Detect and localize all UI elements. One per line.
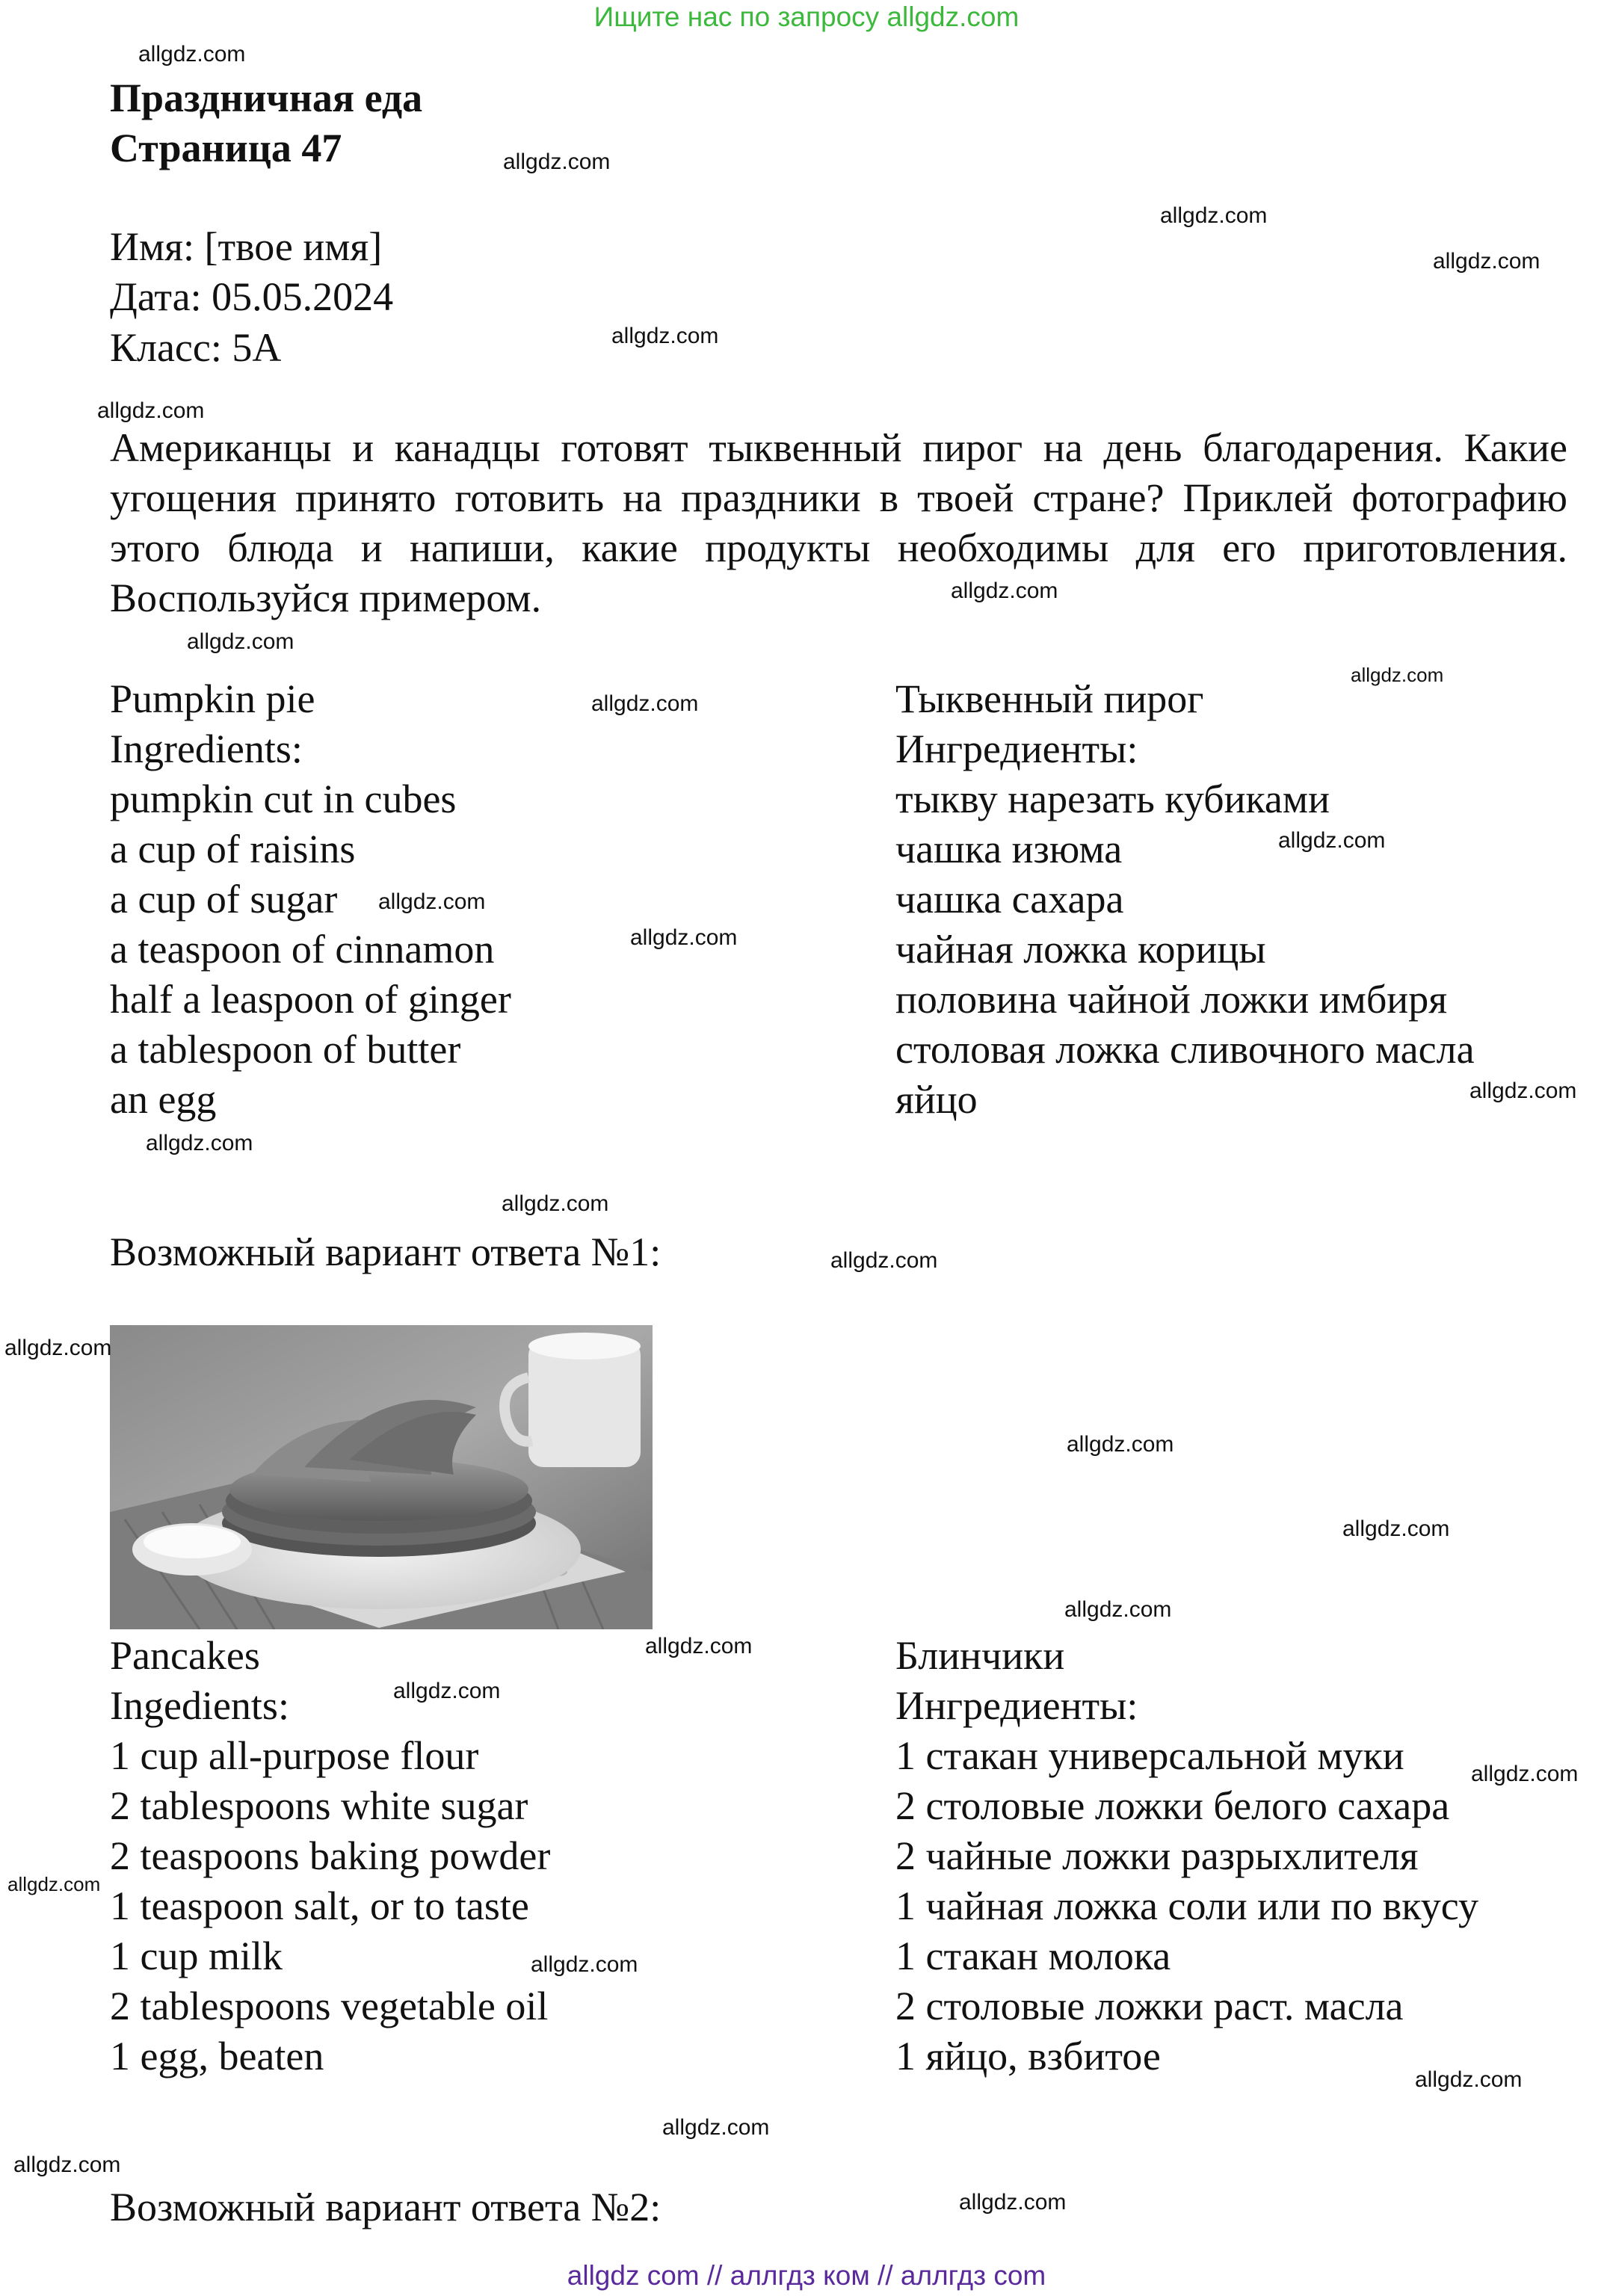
answer1-en-title: Pancakes — [110, 1633, 260, 1678]
student-date: Дата: 05.05.2024 — [110, 274, 394, 319]
watermark: allgdz.com — [187, 629, 294, 654]
watermark: allgdz.com — [531, 1952, 638, 1977]
list-item: 2 столовые ложки раст. масла — [895, 1984, 1404, 2028]
watermark: allgdz.com — [1415, 2067, 1523, 2092]
page-title: Праздничная еда — [110, 75, 423, 120]
watermark: allgdz.com — [7, 1873, 101, 1895]
watermark: allgdz.com — [378, 889, 486, 914]
list-item: a teaspoon of cinnamon — [110, 927, 495, 972]
watermark: allgdz.com — [502, 1191, 609, 1216]
answer2-heading: Возможный вариант ответа №2: — [110, 2185, 661, 2229]
answer1-heading: Возможный вариант ответа №1: — [110, 1229, 661, 1274]
list-item: 1 cup milk — [110, 1934, 283, 1978]
list-item: pumpkin cut in cubes — [110, 777, 457, 821]
watermark: allgdz.com — [630, 925, 738, 950]
watermark: allgdz.com — [1342, 1516, 1450, 1541]
task-paragraph: Американцы и канадцы готовят тыквенный пирог на день благодарения. Какие угощения принято готовить на праздники в твоей стране? Приклей фотографию этого блюда и напиши, какие продукты необходимы для его приготовления. Воспользуйся примером. — [110, 425, 1567, 620]
watermark: allgdz.com — [1433, 249, 1540, 274]
watermark: allgdz.com — [1351, 664, 1444, 686]
watermark: allgdz.com — [13, 2152, 121, 2177]
watermark: allgdz.com — [1064, 1597, 1172, 1622]
watermark: allgdz.com — [146, 1131, 253, 1155]
list-item: яйцо — [895, 1077, 978, 1122]
watermark: allgdz.com — [830, 1248, 938, 1273]
example-ru-label: Ингредиенты: — [895, 726, 1138, 771]
list-item: 2 столовые ложки белого сахара — [895, 1783, 1450, 1828]
watermark: allgdz.com — [1471, 1762, 1579, 1786]
list-item: 2 teaspoons baking powder — [110, 1833, 551, 1878]
watermark: allgdz.com — [959, 2190, 1067, 2215]
watermark: allgdz.com — [138, 42, 246, 67]
list-item: 1 teaspoon salt, or to taste — [110, 1883, 529, 1928]
list-item: столовая ложка сливочного масла — [895, 1027, 1475, 1072]
student-class: Класс: 5А — [110, 325, 282, 370]
example-ru-title: Тыквенный пирог — [895, 676, 1204, 721]
watermark: allgdz.com — [1278, 828, 1386, 853]
list-item: 1 яйцо, взбитое — [895, 2034, 1161, 2079]
watermark: allgdz.com — [1160, 203, 1268, 228]
watermark: allgdz.com — [4, 1336, 112, 1360]
top-banner[interactable]: Ищите нас по запросу allgdz.com — [593, 1, 1020, 32]
list-item: 1 egg, beaten — [110, 2034, 324, 2079]
answer1-ru-list — [895, 1631, 1478, 2081]
list-item: 2 tablespoons vegetable oil — [110, 1984, 549, 2028]
example-en-label: Ingredients: — [110, 726, 303, 771]
watermark: allgdz.com — [645, 1634, 753, 1658]
list-item: чайная ложка корицы — [895, 927, 1266, 972]
list-item: 2 чайные ложки разрыхлителя — [895, 1833, 1419, 1878]
watermark: allgdz.com — [662, 2115, 770, 2140]
bottom-banner[interactable]: allgdz com // аллгдз ком // аллгдз com — [567, 2260, 1046, 2291]
page-number: Страница 47 — [110, 126, 342, 170]
list-item: 2 tablespoons white sugar — [110, 1783, 528, 1828]
watermark: allgdz.com — [97, 398, 205, 423]
list-item: half a leaspoon of ginger — [110, 977, 511, 1022]
list-item: чашка изюма — [895, 827, 1123, 871]
list-item: a cup of raisins — [110, 827, 356, 871]
list-item: тыкву нарезать кубиками — [895, 777, 1330, 821]
watermark: allgdz.com — [393, 1679, 501, 1703]
watermark: allgdz.com — [611, 324, 719, 348]
example-en-title: Pumpkin pie — [110, 676, 315, 721]
watermark: allgdz.com — [1469, 1078, 1577, 1103]
watermark: allgdz.com — [503, 149, 611, 174]
watermark: allgdz.com — [591, 691, 699, 716]
answer1-en-label: Ingedients: — [110, 1683, 289, 1728]
list-item: 1 стакан молока — [895, 1934, 1171, 1978]
list-item: an egg — [110, 1077, 217, 1122]
list-item: чашка сахара — [895, 877, 1124, 922]
list-item: 1 cup all-purpose flour — [110, 1733, 479, 1778]
student-name: Имя: [твое имя] — [110, 224, 383, 269]
list-item: 1 стакан универсальной муки — [895, 1733, 1404, 1778]
list-item: половина чайной ложки имбиря — [895, 977, 1448, 1022]
answer1-ru-label: Ингредиенты: — [895, 1683, 1138, 1728]
list-item: a cup of sugar — [110, 877, 338, 922]
watermark: allgdz.com — [1067, 1432, 1174, 1457]
example-ru-list — [895, 674, 1475, 1125]
pancakes-photo — [110, 1325, 653, 1629]
list-item: a tablespoon of butter — [110, 1027, 461, 1072]
answer1-ru-title: Блинчики — [895, 1633, 1065, 1678]
watermark: allgdz.com — [951, 578, 1058, 603]
list-item: 1 чайная ложка соли или по вкусу — [895, 1883, 1478, 1928]
